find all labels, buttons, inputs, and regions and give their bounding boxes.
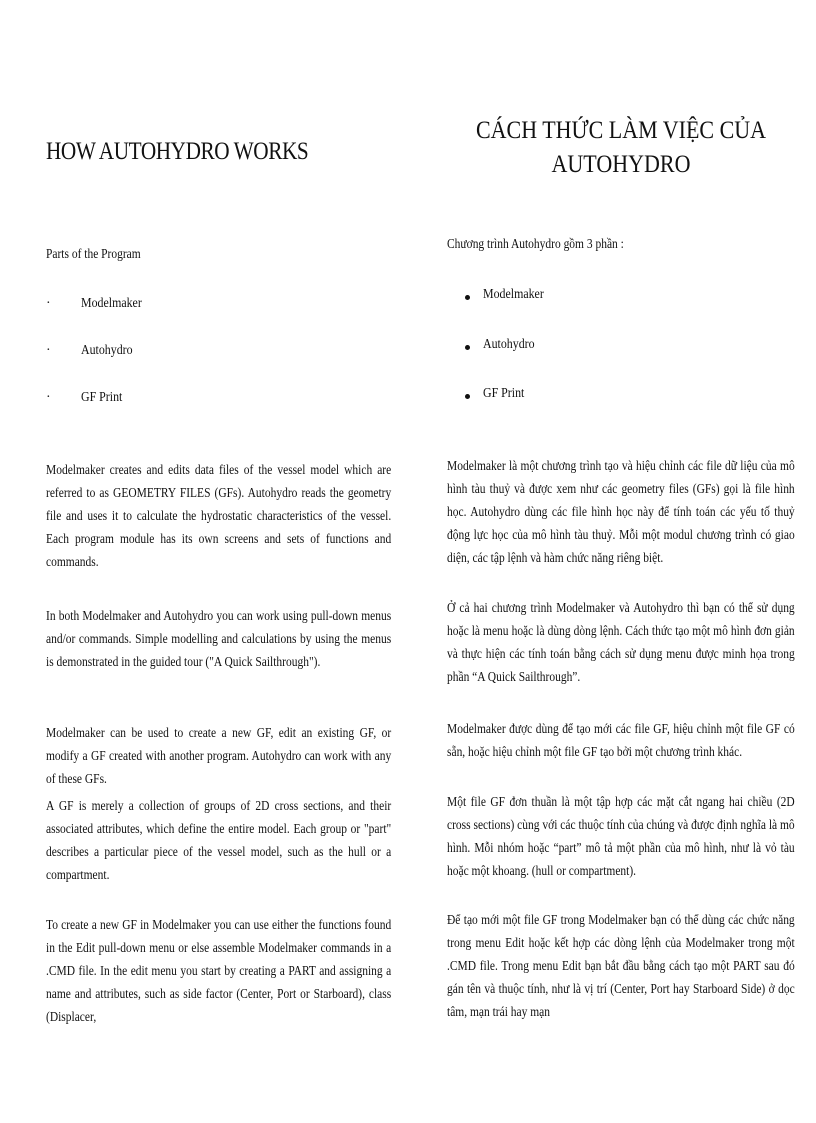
vietnamese-title-line-1: CÁCH THỨC LÀM VIỆC CỦA — [475, 117, 767, 144]
list-item-label: Autohydro — [81, 343, 133, 358]
list-item-label: Modelmaker — [483, 287, 544, 302]
list-item-label: GF Print — [81, 390, 123, 405]
vietnamese-title — [468, 114, 774, 182]
vietnamese-paragraph-2: Ở cả hai chương trình Modelmaker và Autohydro thì bạn có thể sử dụng hoặc là menu hoặc là dùng dòng lệnh. Cách thức tạo một mô hình đơn giản và thực hiện các tính toán bằng cách sử dụng menu được minh họa trong phần “A Quick Sailthrough”. — [447, 601, 795, 685]
bullet-dot-icon — [465, 345, 470, 350]
vietnamese-paragraph-1: Modelmaker là một chương trình tạo và hiệu chỉnh các file dữ liệu của mô hình tàu thuỷ và được xem như các geometry files (GFs) gọi là file hình học. Autohydro dùng các file hình học này để tính toán các yếu tố thuỷ động lực học của mô hình tàu thuỷ. Mỗi một modul chương trình có giao diện, các tập lệnh và hàm chức năng riêng biệt. — [447, 459, 795, 566]
vietnamese-parts-heading: Chương trình Autohydro gồm 3 phần : — [447, 237, 624, 252]
english-title: HOW AUTOHYDRO WORKS — [46, 138, 309, 165]
bullet-mark: · — [46, 296, 51, 311]
english-paragraph-5: To create a new GF in Modelmaker you can use either the functions found in the Edit pull-down menu or else assemble Modelmaker commands in a .CMD file. In the edit menu you start by creating a PART and assigning a name and attributes, such as side factor (Center, Port or Starboard), class (Displacer, — [46, 918, 392, 1025]
english-paragraph-4: A GF is merely a collection of groups of 2D cross sections, and their associated attributes, which define the entire model. Each group or "part" describes a particular piece of the vessel model, such as the hull or a compartment. — [46, 799, 392, 883]
list-item-label: GF Print — [483, 386, 525, 401]
bullet-dot-icon — [465, 394, 470, 399]
list-item-label: Modelmaker — [81, 296, 142, 311]
english-paragraph-3: Modelmaker can be used to create a new GF, edit an existing GF, or modify a GF created with another program. Autohydro can work with any of these GFs. — [46, 726, 392, 787]
vietnamese-paragraph-5: Để tạo mới một file GF trong Modelmaker bạn có thể dùng các chức năng trong menu Edit hoặc kết hợp các dòng lệnh của Modelmaker trong một .CMD file. Trong menu Edit bạn bắt đầu bằng cách tạo một PART sau đó gán tên và thuộc tính, như là vị trí (Center, Port hay Starboard Side) ở dọc tâm, mạn trái hay mạn — [447, 913, 795, 1020]
bullet-dot-icon — [465, 295, 470, 300]
bullet-mark: · — [46, 343, 51, 358]
vietnamese-paragraph-3: Modelmaker được dùng để tạo mới các file GF, hiệu chỉnh một file GF có sẵn, hoặc hiệu chỉnh một file GF tạo bởi một chương trình khác. — [447, 722, 795, 760]
vietnamese-title-line-2: AUTOHYDRO — [551, 151, 691, 178]
vietnamese-paragraph-4: Một file GF đơn thuần là một tập hợp các mặt cắt ngang hai chiều (2D cross sections) cùng với các thuộc tính của chúng và được định nghĩa là mô hình. Mỗi nhóm hoặc “part” mô tả một phần của mô hình, như là vỏ tàu hoặc một khoang. (hull or compartment). — [447, 795, 795, 879]
bullet-mark: · — [46, 390, 51, 405]
english-parts-heading: Parts of the Program — [46, 247, 141, 262]
list-item-label: Autohydro — [483, 337, 535, 352]
english-paragraph-1: Modelmaker creates and edits data files of the vessel model which are referred to as GEOMETRY FILES (GFs). Autohydro reads the geometry file and uses it to calculate the hydrostatic characteristics of the vessel. Each program module has its own screens and sets of functions and commands. — [46, 463, 392, 570]
english-paragraph-2: In both Modelmaker and Autohydro you can work using pull-down menus and/or commands. Simple modelling and calculations by using the menus is demonstrated in the guided tour ("A Quick Sailthrough"). — [46, 609, 392, 670]
